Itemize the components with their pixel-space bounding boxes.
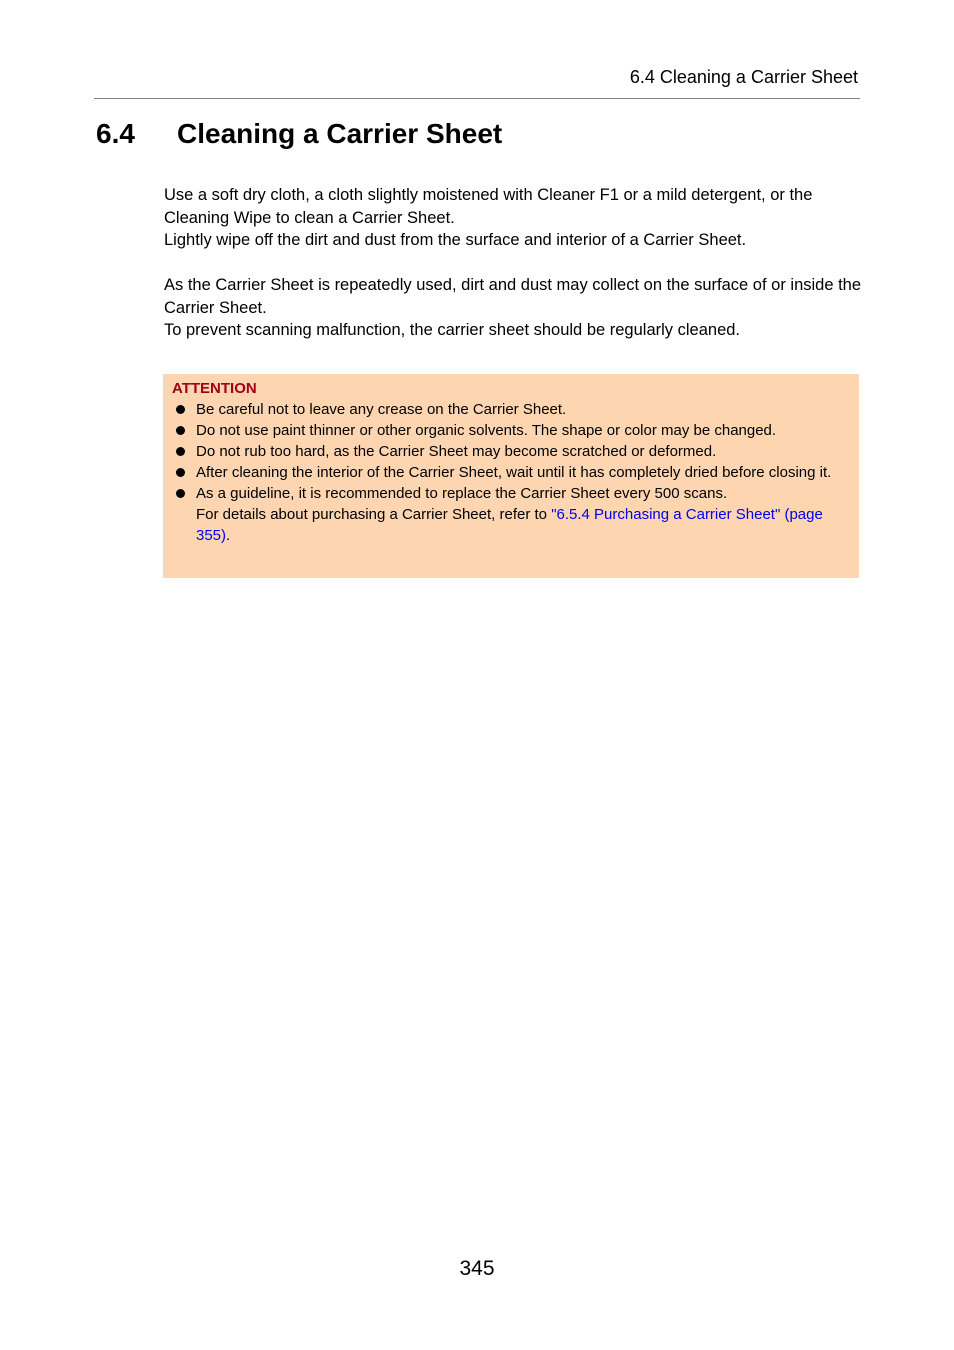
list-item-text: After cleaning the interior of the Carrier Sheet, wait until it has completely dried before closing it. xyxy=(196,464,832,481)
detail-text: For details about purchasing a Carrier Sheet, refer to xyxy=(196,506,552,523)
list-item xyxy=(172,420,849,441)
list-item-text: Do not rub too hard, as the Carrier Sheet may become scratched or deformed. xyxy=(196,443,717,460)
bullet-icon xyxy=(176,426,185,435)
section-heading xyxy=(96,116,502,152)
attention-title: ATTENTION xyxy=(172,380,257,397)
list-item xyxy=(172,462,849,483)
paragraph-line: As the Carrier Sheet is repeatedly used, dirt and dust may collect on the surface of or inside the Carrier Sheet. xyxy=(164,276,862,317)
purchasing-carrier-sheet-link[interactable]: "6.5.4 Purchasing a Carrier Sheet" (page 355) xyxy=(196,506,823,544)
paragraph-cleaning-method xyxy=(164,184,864,252)
bullet-icon xyxy=(176,405,185,414)
section-title: Cleaning a Carrier Sheet xyxy=(177,118,503,149)
attention-list xyxy=(172,399,849,546)
attention-box xyxy=(163,374,859,578)
paragraph-line: Lightly wipe off the dirt and dust from the surface and interior of a Carrier Sheet. xyxy=(164,231,747,249)
running-header: 6.4 Cleaning a Carrier Sheet xyxy=(629,67,858,87)
page-number: 345 xyxy=(459,1257,495,1280)
list-item-text: As a guideline, it is recommended to replace the Carrier Sheet every 500 scans. xyxy=(196,485,728,502)
header-divider xyxy=(94,98,860,99)
bullet-icon xyxy=(176,447,185,456)
paragraph-line: To prevent scanning malfunction, the carrier sheet should be regularly cleaned. xyxy=(164,321,741,339)
bullet-icon xyxy=(176,489,185,498)
detail-suffix: . xyxy=(226,527,231,544)
list-item xyxy=(172,441,849,462)
section-number: 6.4 xyxy=(96,118,135,149)
paragraph-line: Use a soft dry cloth, a cloth slightly moistened with Cleaner F1 or a mild detergent, or the Cleaning Wipe to clean a Carrier Sheet. xyxy=(164,186,813,227)
list-item-text: Be careful not to leave any crease on the Carrier Sheet. xyxy=(196,401,567,418)
bullet-icon xyxy=(176,468,185,477)
paragraph-cleaning-reason xyxy=(164,274,864,342)
list-item xyxy=(172,399,849,420)
list-item xyxy=(172,483,849,546)
list-item-text: Do not use paint thinner or other organic solvents. The shape or color may be changed. xyxy=(196,422,777,439)
